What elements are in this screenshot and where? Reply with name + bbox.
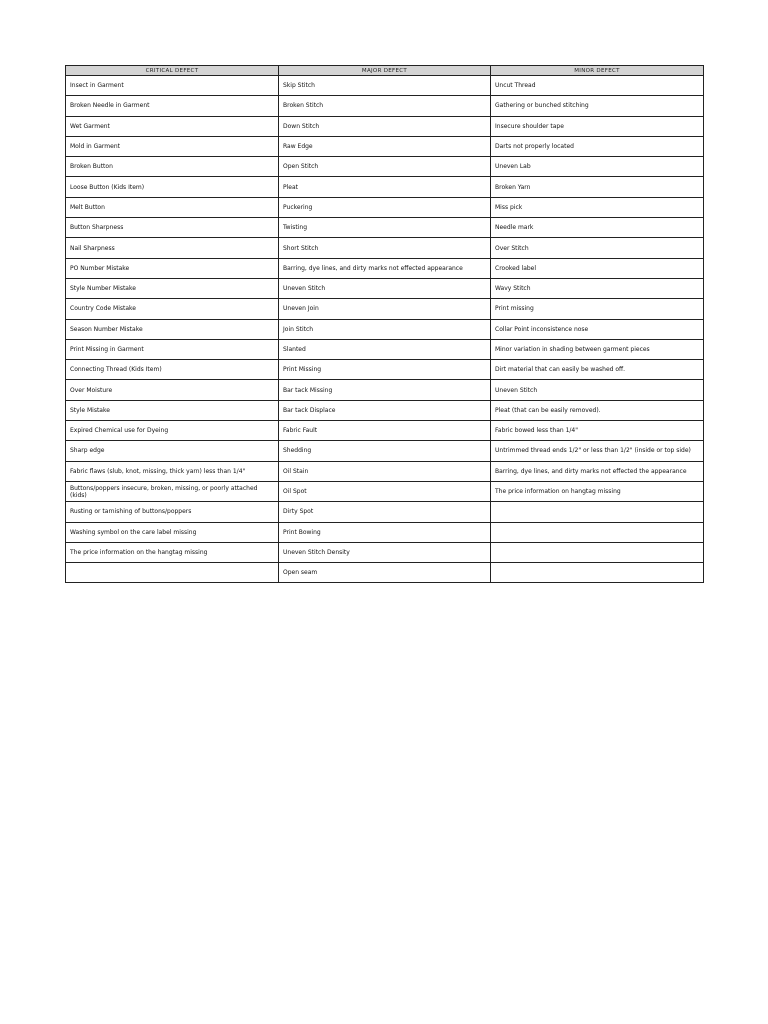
major-defect-cell: Bar tack Displace <box>279 400 491 420</box>
table-row <box>66 177 704 197</box>
major-defect-cell: Twisting <box>279 218 491 238</box>
minor-defect-cell <box>491 522 704 542</box>
minor-defect-cell: Gathering or bunched stitching <box>491 96 704 116</box>
table-row <box>66 461 704 481</box>
critical-defect-cell: Washing symbol on the care label missing <box>66 522 279 542</box>
critical-defect-cell: Country Code Mistake <box>66 299 279 319</box>
major-defect-cell: Join Stitch <box>279 319 491 339</box>
major-defect-cell: Uneven Stitch Density <box>279 542 491 562</box>
minor-defect-cell: Collar Point inconsistence nose <box>491 319 704 339</box>
table-row <box>66 360 704 380</box>
table-body <box>66 76 704 583</box>
major-defect-cell: Skip Stitch <box>279 76 491 96</box>
defect-classification-table <box>65 65 704 583</box>
table-row <box>66 481 704 501</box>
major-defect-cell: Bar tack Missing <box>279 380 491 400</box>
minor-defect-cell: Uncut Thread <box>491 76 704 96</box>
critical-defect-cell: Over Moisture <box>66 380 279 400</box>
minor-defect-cell: Crooked label <box>491 258 704 278</box>
major-defect-cell: Puckering <box>279 197 491 217</box>
table-row <box>66 157 704 177</box>
table-header-row <box>66 66 704 76</box>
table-row <box>66 96 704 116</box>
header-critical-defect: CRITICAL DEFECT <box>66 66 279 76</box>
minor-defect-cell <box>491 563 704 583</box>
table-row <box>66 238 704 258</box>
major-defect-cell: Barring, dye lines, and dirty marks not effected appearance <box>279 258 491 278</box>
major-defect-cell: Print Missing <box>279 360 491 380</box>
minor-defect-cell: Fabric bowed less than 1/4" <box>491 421 704 441</box>
minor-defect-cell: Miss pick <box>491 197 704 217</box>
major-defect-cell: Oil Stain <box>279 461 491 481</box>
major-defect-cell: Short Stitch <box>279 238 491 258</box>
critical-defect-cell: Buttons/poppers insecure, broken, missing, or poorly attached (kids) <box>66 481 279 501</box>
major-defect-cell: Raw Edge <box>279 136 491 156</box>
table-row <box>66 136 704 156</box>
table-row <box>66 319 704 339</box>
major-defect-cell: Uneven Stitch <box>279 278 491 298</box>
minor-defect-cell: Barring, dye lines, and dirty marks not effected the appearance <box>491 461 704 481</box>
major-defect-cell: Down Stitch <box>279 116 491 136</box>
table-row <box>66 76 704 96</box>
table-row <box>66 400 704 420</box>
minor-defect-cell: Insecure shoulder tape <box>491 116 704 136</box>
table-row <box>66 299 704 319</box>
minor-defect-cell: Darts not properly located <box>491 136 704 156</box>
table-row <box>66 542 704 562</box>
minor-defect-cell: Uneven Lab <box>491 157 704 177</box>
critical-defect-cell: Broken Button <box>66 157 279 177</box>
critical-defect-cell: Button Sharpness <box>66 218 279 238</box>
table-row <box>66 421 704 441</box>
minor-defect-cell: Print missing <box>491 299 704 319</box>
critical-defect-cell: Style Number Mistake <box>66 278 279 298</box>
major-defect-cell: Pleat <box>279 177 491 197</box>
critical-defect-cell: Rusting or tarnishing of buttons/poppers <box>66 502 279 522</box>
major-defect-cell: Oil Spot <box>279 481 491 501</box>
table-row <box>66 339 704 359</box>
minor-defect-cell: Broken Yarn <box>491 177 704 197</box>
major-defect-cell: Broken Stitch <box>279 96 491 116</box>
critical-defect-cell: Expired Chemical use for Dyeing <box>66 421 279 441</box>
critical-defect-cell: Broken Needle in Garment <box>66 96 279 116</box>
major-defect-cell: Slanted <box>279 339 491 359</box>
table-row <box>66 380 704 400</box>
table-row <box>66 502 704 522</box>
minor-defect-cell: Dirt material that can easily be washed off. <box>491 360 704 380</box>
minor-defect-cell: Minor variation in shading between garment pieces <box>491 339 704 359</box>
critical-defect-cell: Insect in Garment <box>66 76 279 96</box>
header-minor-defect: MINOR DEFECT <box>491 66 704 76</box>
critical-defect-cell: Style Mistake <box>66 400 279 420</box>
major-defect-cell: Print Bowing <box>279 522 491 542</box>
header-major-defect: MAJOR DEFECT <box>279 66 491 76</box>
table-row <box>66 197 704 217</box>
table-row <box>66 258 704 278</box>
major-defect-cell: Dirty Spot <box>279 502 491 522</box>
table-row <box>66 278 704 298</box>
table-row <box>66 116 704 136</box>
minor-defect-cell: Over Stitch <box>491 238 704 258</box>
table-row <box>66 522 704 542</box>
critical-defect-cell: Mold in Garment <box>66 136 279 156</box>
critical-defect-cell: Wet Garment <box>66 116 279 136</box>
minor-defect-cell <box>491 502 704 522</box>
minor-defect-cell: The price information on hangtag missing <box>491 481 704 501</box>
minor-defect-cell: Untrimmed thread ends 1/2" or less than 1/2" (inside or top side) <box>491 441 704 461</box>
major-defect-cell: Fabric Fault <box>279 421 491 441</box>
critical-defect-cell: Sharp edge <box>66 441 279 461</box>
minor-defect-cell: Uneven Stitch <box>491 380 704 400</box>
table-row <box>66 563 704 583</box>
critical-defect-cell: Melt Button <box>66 197 279 217</box>
critical-defect-cell <box>66 563 279 583</box>
table-row <box>66 441 704 461</box>
minor-defect-cell: Pleat (that can be easily removed). <box>491 400 704 420</box>
minor-defect-cell <box>491 542 704 562</box>
critical-defect-cell: Loose Button (Kids Item) <box>66 177 279 197</box>
minor-defect-cell: Wavy Stitch <box>491 278 704 298</box>
critical-defect-cell: Fabric flaws (slub, knot, missing, thick yarn) less than 1/4" <box>66 461 279 481</box>
critical-defect-cell: Nail Sharpness <box>66 238 279 258</box>
table-row <box>66 218 704 238</box>
major-defect-cell: Open seam <box>279 563 491 583</box>
critical-defect-cell: The price information on the hangtag missing <box>66 542 279 562</box>
major-defect-cell: Shedding <box>279 441 491 461</box>
major-defect-cell: Uneven Join <box>279 299 491 319</box>
critical-defect-cell: Season Number Mistake <box>66 319 279 339</box>
critical-defect-cell: PO Number Mistake <box>66 258 279 278</box>
minor-defect-cell: Needle mark <box>491 218 704 238</box>
critical-defect-cell: Connecting Thread (Kids Item) <box>66 360 279 380</box>
critical-defect-cell: Print Missing in Garment <box>66 339 279 359</box>
major-defect-cell: Open Stitch <box>279 157 491 177</box>
